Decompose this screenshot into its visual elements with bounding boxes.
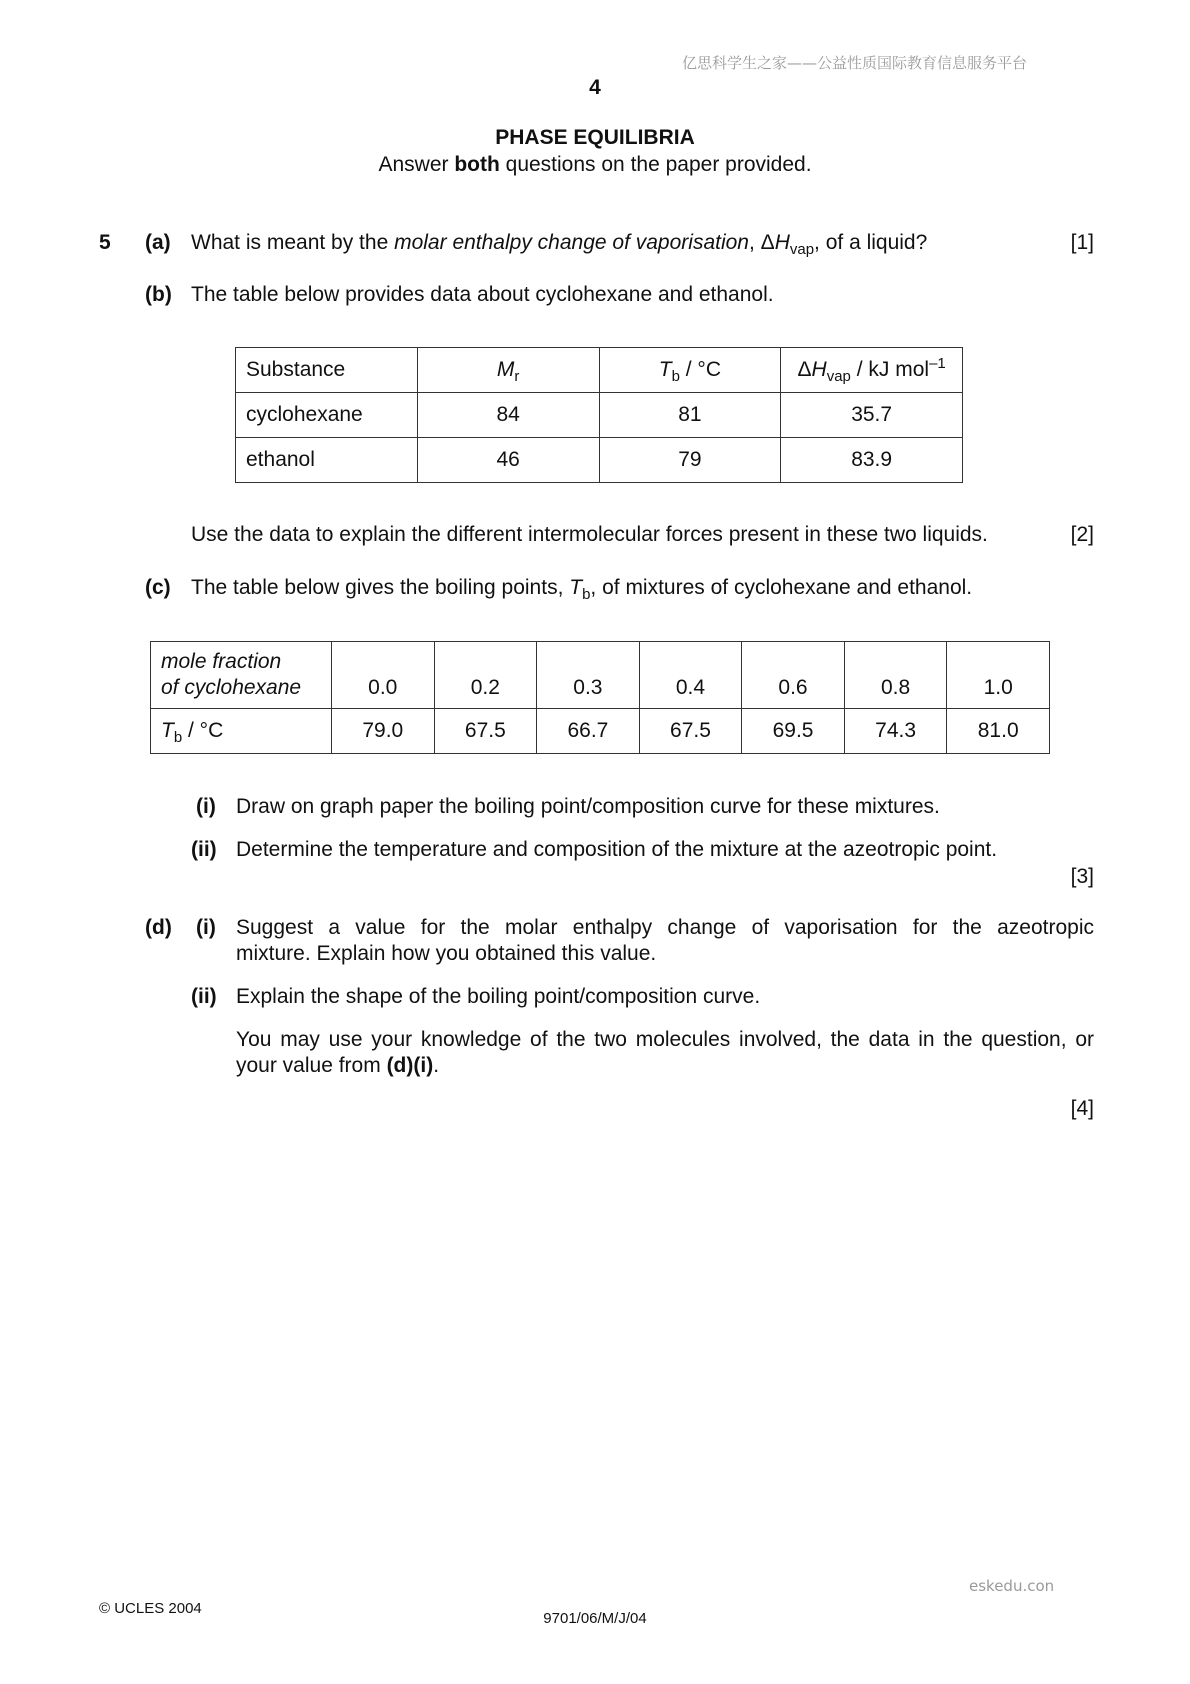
section-title: PHASE EQUILIBRIA — [495, 126, 695, 149]
part-c-text: The table below gives the boiling points, $T_b$, of mixtures of cyclohexane and ethanol. — [191, 576, 973, 603]
boiling-point-cell: 67.5 — [434, 709, 537, 754]
part-d-extra-line2: your value from (d)(i). — [236, 1054, 440, 1077]
header-substance: Substance — [236, 348, 418, 393]
part-b-marks: [2] — [1070, 523, 1094, 546]
boiling-point-label: $T_b / ^\circ C$ — [151, 709, 332, 754]
watermark-top: 亿思科学生之家——公益性质国际教育信息服务平台 — [682, 54, 1028, 72]
substance-table — [235, 347, 963, 483]
page-number: 4 — [589, 76, 601, 99]
boiling-point-row — [151, 709, 1050, 754]
header-dhvap: $\Delta H_{vap}$ / kJ mol$^{-1}$ — [781, 348, 963, 393]
boiling-point-cell: 81.0 — [947, 709, 1050, 754]
part-d-ii-label: (ii) — [191, 985, 217, 1008]
cell-tb: 79 — [599, 438, 781, 483]
cell-dhvap: 35.7 — [781, 393, 963, 438]
part-a-text: What is meant by the molar enthalpy change of vaporisation, $\Delta H_{vap}$, of a liquid? — [191, 231, 928, 258]
part-c-i-text: Draw on graph paper the boiling point/composition curve for these mixtures. — [236, 795, 940, 818]
part-b-follow-text: Use the data to explain the different intermolecular forces present in these two liquids. — [191, 523, 988, 546]
part-c-marks: [3] — [1070, 865, 1094, 888]
boiling-point-cell: 66.7 — [537, 709, 640, 754]
footer-code: 9701/06/M/J/04 — [543, 1610, 647, 1627]
footer-copyright: © UCLES 2004 — [99, 1600, 202, 1617]
part-a-marks: [1] — [1070, 231, 1094, 254]
cell-dhvap: 83.9 — [781, 438, 963, 483]
boiling-point-cell: 79.0 — [332, 709, 435, 754]
cell-substance: ethanol — [236, 438, 418, 483]
table-row — [236, 438, 963, 483]
part-d-ii-text: Explain the shape of the boiling point/composition curve. — [236, 985, 761, 1008]
part-c-label: (c) — [145, 576, 171, 599]
mole-fraction-cell: 0.8 — [844, 642, 947, 709]
mole-fraction-cell: 0.2 — [434, 642, 537, 709]
part-b-text: The table below provides data about cyclohexane and ethanol. — [191, 283, 774, 306]
instruction: Answer both questions on the paper provided. — [378, 153, 812, 176]
boiling-point-cell: 67.5 — [639, 709, 742, 754]
part-c-ii-text: Determine the temperature and composition of the mixture at the azeotropic point. — [236, 838, 998, 861]
mole-fraction-cell: 0.6 — [742, 642, 845, 709]
part-d-extra-line1: You may use your knowledge of the two molecules involved, the data in the question, or — [236, 1028, 1094, 1051]
table-header-row — [236, 348, 963, 393]
mole-fraction-cell: 0.4 — [639, 642, 742, 709]
part-a-label: (a) — [145, 231, 171, 254]
cell-substance: cyclohexane — [236, 393, 418, 438]
question-number: 5 — [99, 231, 111, 254]
cell-mr: 84 — [417, 393, 599, 438]
part-d-i-line1: Suggest a value for the molar enthalpy change of vaporisation for the azeotropic — [236, 916, 1094, 939]
header-mr: $M_r$ — [417, 348, 599, 393]
cell-mr: 46 — [417, 438, 599, 483]
part-d-i-line2: mixture. Explain how you obtained this value. — [236, 942, 657, 965]
part-b-label: (b) — [145, 283, 172, 306]
mole-fraction-cell: 0.3 — [537, 642, 640, 709]
watermark-bottom: eskedu.con — [969, 1577, 1055, 1595]
table-row — [236, 393, 963, 438]
boiling-point-cell: 74.3 — [844, 709, 947, 754]
mole-fraction-row — [151, 642, 1050, 709]
part-c-ii-label: (ii) — [191, 838, 217, 861]
boiling-point-cell: 69.5 — [742, 709, 845, 754]
part-d-marks: [4] — [1070, 1097, 1094, 1120]
header-tb: $T_b / ^\circ C$ — [599, 348, 781, 393]
part-c-i-label: (i) — [196, 795, 216, 818]
mole-fraction-label: mole fraction of cyclohexane — [151, 642, 332, 709]
boiling-point-table — [150, 641, 1050, 754]
cell-tb: 81 — [599, 393, 781, 438]
part-d-i-label: (i) — [196, 916, 216, 939]
mole-fraction-cell: 0.0 — [332, 642, 435, 709]
mole-fraction-cell: 1.0 — [947, 642, 1050, 709]
part-d-label: (d) — [145, 916, 172, 939]
